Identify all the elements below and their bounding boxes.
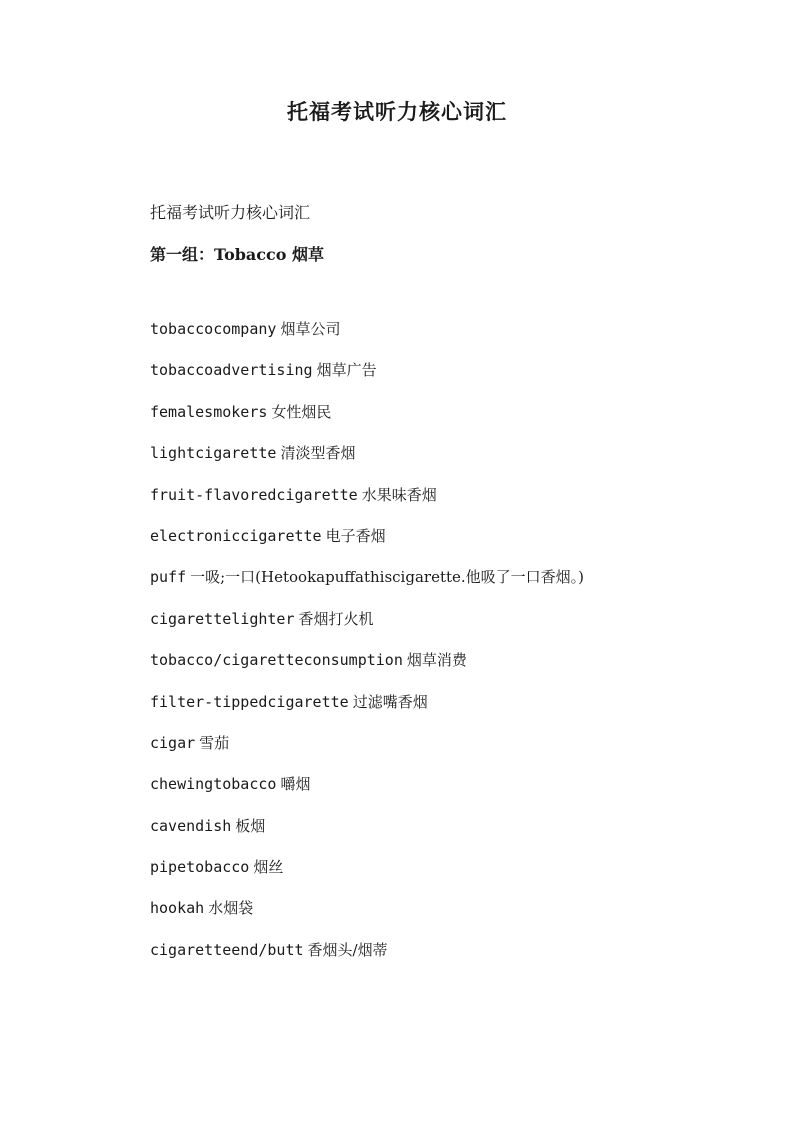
entry-term: puff	[150, 568, 187, 587]
vocabulary-entry	[0, 439, 794, 467]
vocabulary-entry	[0, 646, 794, 674]
entry-meaning: 板烟	[235, 816, 266, 835]
vocabulary-entry	[0, 605, 794, 633]
entry-term: tobaccoadvertising	[150, 361, 313, 380]
entry-term: chewingtobacco	[150, 775, 277, 794]
entry-meaning: 香烟头/烟蒂	[307, 940, 388, 959]
vocabulary-entry	[0, 894, 794, 922]
vocabulary-entry	[0, 356, 794, 384]
entry-term: cigaretteend/butt	[150, 940, 304, 959]
entry-term: tobacco/cigaretteconsumption	[150, 651, 403, 670]
page-title: 托福考试听力核心词汇	[287, 99, 507, 124]
group-heading: 第一组：Tobacco 烟草	[150, 245, 325, 264]
entry-meaning: 烟草消费	[406, 651, 467, 670]
vocabulary-entry	[0, 812, 794, 840]
vocabulary-entry	[0, 522, 794, 550]
entry-term: femalesmokers	[150, 402, 268, 421]
entry-term: cavendish	[150, 816, 232, 835]
entry-meaning: 烟草公司	[280, 320, 341, 338]
vocabulary-entry	[0, 853, 794, 881]
vocabulary-entry	[0, 770, 794, 798]
vocabulary-entry	[0, 688, 794, 716]
entry-meaning: 女性烟民	[271, 402, 332, 421]
entry-meaning: 水果味香烟	[361, 485, 437, 504]
entry-term: electroniccigarette	[150, 526, 322, 545]
entry-meaning: 烟草广告	[316, 361, 377, 380]
entry-meaning: 雪茄	[199, 733, 230, 752]
vocabulary-list	[0, 315, 794, 977]
entry-meaning: 香烟打火机	[298, 609, 374, 628]
entry-term: fruit-flavoredcigarette	[150, 485, 358, 504]
vocabulary-entry	[0, 729, 794, 757]
entry-term: hookah	[150, 899, 205, 918]
entry-term: lightcigarette	[150, 444, 277, 463]
entry-meaning: 清淡型香烟	[280, 444, 356, 463]
entry-term: pipetobacco	[150, 858, 250, 877]
entry-term: tobaccocompany	[150, 320, 277, 338]
entry-meaning: 水烟袋	[208, 899, 254, 918]
vocabulary-entry	[0, 481, 794, 509]
entry-term: cigarettelighter	[150, 609, 295, 628]
entry-meaning: 嚼烟	[280, 775, 311, 794]
entry-meaning: 过滤嘴香烟	[352, 692, 428, 711]
document-subtitle: 托福考试听力核心词汇	[150, 203, 311, 222]
vocabulary-entry	[0, 315, 794, 343]
vocabulary-entry	[0, 936, 794, 964]
entry-term: filter-tippedcigarette	[150, 692, 349, 711]
vocabulary-entry	[0, 563, 794, 591]
entry-meaning: 烟丝	[253, 858, 284, 877]
entry-term: cigar	[150, 733, 196, 752]
entry-meaning: 一吸;一口(Hetookapuffathiscigarette.他吸了一口香烟。)	[190, 568, 585, 587]
vocabulary-entry	[0, 398, 794, 426]
entry-meaning: 电子香烟	[325, 526, 386, 545]
